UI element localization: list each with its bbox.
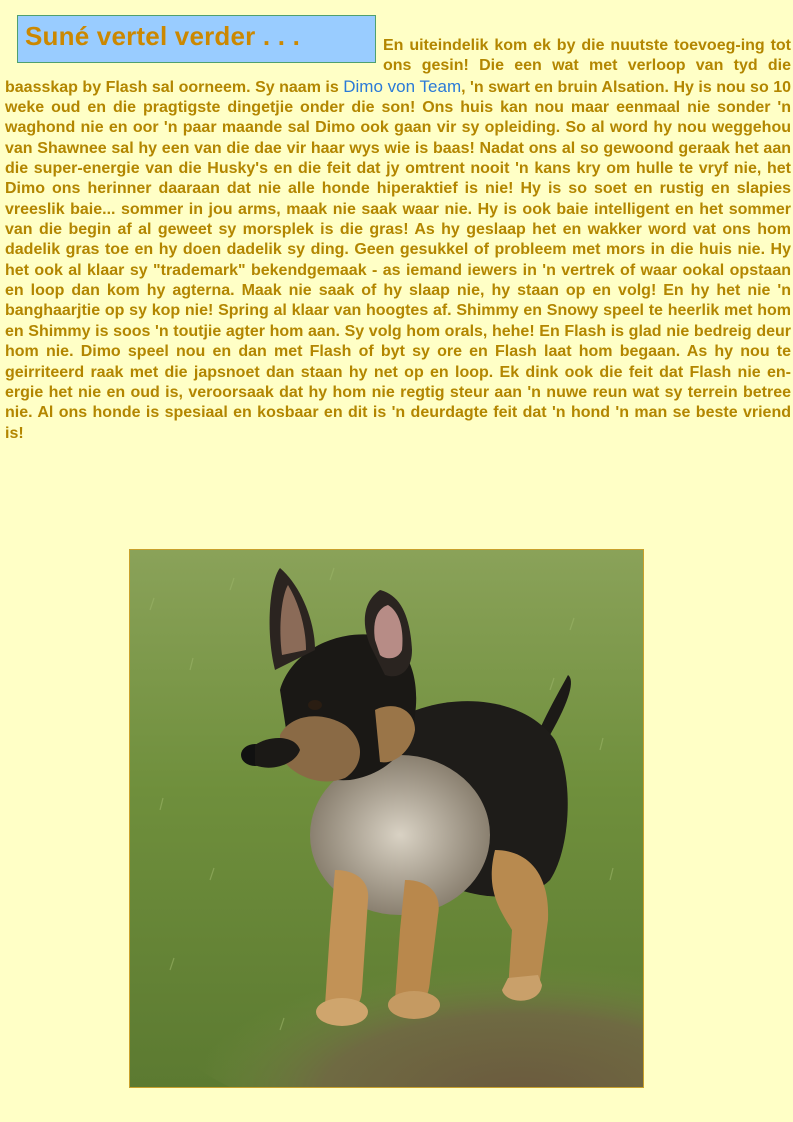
page-title: Suné vertel verder . . . xyxy=(25,21,301,51)
title-float-spacer xyxy=(5,36,383,68)
article-body xyxy=(5,36,791,444)
german-shepherd-puppy-photo-icon xyxy=(130,550,643,1087)
article-text-part-2: , 'n swart en bruin Alsation. Hy is nou so 10 weke oud en die pragtigste dingetjie onder die son! Ons huis kan nou maar eenmaal nie sonder 'n waghond nie en oor 'n paar maande sal Dimo ook gaan vir sy opleiding. So al word hy nou weggehou van Shawnee sal hy een van die dae vir haar wys wie is baas! Nadat ons al so gewoond geraak het aan die super-energie van die Husky's en die feit dat jy omtrent nooit 'n kans kry om hulle te vryf nie, het Dimo ons herinner daaraan dat nie alle honde hiperaktief is nie! Hy is so soet en rustig en slapies vreeslik baie... sommer in jou arms, maak nie saak waar nie. Hy is ook baie intelligent en het sommer van die begin af al geweet sy morsplek is die gras! As hy geslaap het en wakker word vat ons hom dadelik gras toe en hy doen dadelik sy ding. Geen gesukkel of probleem met mors in die huis nie. Hy het ook al klaar sy "trademark" bekendgemaak - as iemand iewers in 'n vertrek of waar ookal opstaan en loop dan kom hy agterna. Maak nie saak of hy slaap nie, hy staan op en volg! En hy het nie 'n banghaarjtie op sy kop nie! Spring al klaar van hoogtes af. Shimmy en Snowy speel te heerlik met hom en Shimmy is soos 'n toutjie agter hom aan. Sy volg hom orals, hehe! En Flash is glad nie bedreig deur hom nie. Dimo speel nou en dan met Flash of byt sy ore en Flash laat hom begaan. As hy nou te geirriteerd raak met die japsnoet dan staan hy net op en loop. Ek dink ook die feit dat Flash nie en-ergie het nie en oud is, veroorsaak dat hy hom nie regtig steur aan 'n nuwe reun wat sy terrein betree nie. Al ons honde is spesiaal en kosbaar en dit is 'n deurdagte feit dat 'n hond 'n man se beste vriend is! xyxy=(5,78,792,442)
article-text-part-1: En uiteindelik kom ek by die nuutste toevoeg-ing tot ons gesin! Die een wat met verloop van tyd die baasskap by Flash sal oorneem. Sy naam is xyxy=(5,37,791,96)
puppy-photo xyxy=(129,549,644,1088)
dog-name-highlight: Dimo von Team xyxy=(343,76,462,96)
